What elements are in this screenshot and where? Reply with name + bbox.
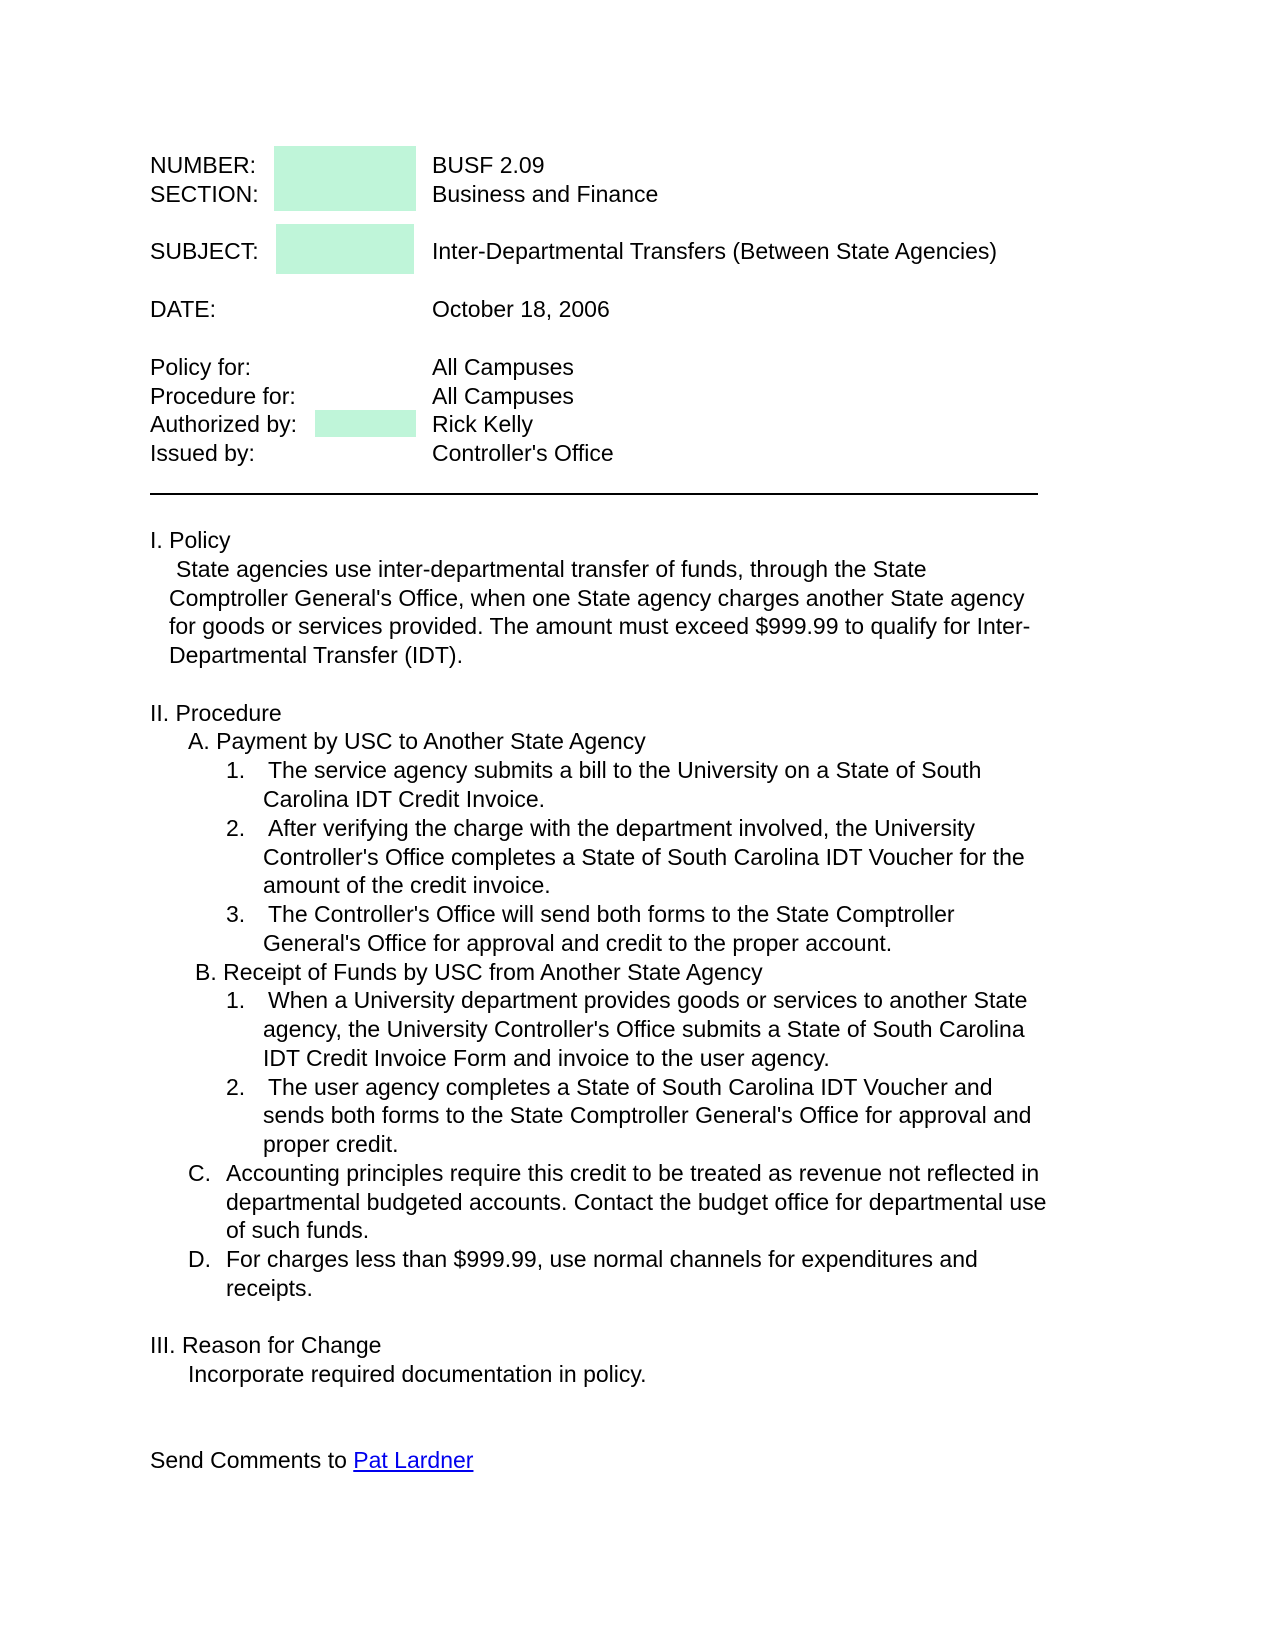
procedure-d-label: D. <box>188 1246 211 1272</box>
reason-text: Incorporate required documentation in policy. <box>188 1361 647 1387</box>
item-number: 2. <box>226 815 246 841</box>
header-divider <box>150 493 1038 495</box>
item-a2-line: After verifying the charge with the department involved, the University <box>268 815 975 841</box>
policy-line: State agencies use inter-departmental transfer of funds, through the State <box>176 556 927 582</box>
procedure-b-heading: B. Receipt of Funds by USC from Another State Agency <box>195 959 763 985</box>
issued-by-label: Issued by: <box>150 440 255 466</box>
item-a2-line: Controller's Office completes a State of South Carolina IDT Voucher for the <box>263 844 1025 870</box>
reason-heading: III. Reason for Change <box>150 1332 382 1358</box>
item-b2-line: proper credit. <box>263 1131 399 1157</box>
item-number: 2. <box>226 1074 246 1100</box>
item-number: 1. <box>226 757 246 783</box>
procedure-for-value: All Campuses <box>432 383 574 409</box>
procedure-d-line: For charges less than $999.99, use normal channels for expenditures and <box>226 1246 978 1272</box>
item-b1-line: When a University department provides goods or services to another State <box>268 987 1028 1013</box>
procedure-c-line: Accounting principles require this credit to be treated as revenue not reflected in <box>226 1160 1040 1186</box>
procedure-heading: II. Procedure <box>150 700 282 726</box>
item-number: 1. <box>226 987 246 1013</box>
item-a3-line: The Controller's Office will send both forms to the State Comptroller <box>268 901 955 927</box>
procedure-c-line: departmental budgeted accounts. Contact the budget office for departmental use <box>226 1189 1047 1215</box>
authorized-highlight <box>315 410 416 437</box>
item-number: 3. <box>226 901 246 927</box>
procedure-a-heading: A. Payment by USC to Another State Agency <box>188 728 646 754</box>
section-value: Business and Finance <box>432 181 659 207</box>
subject-highlight <box>276 224 414 274</box>
policy-heading: I. Policy <box>150 527 231 553</box>
policy-line: for goods or services provided. The amount must exceed $999.99 to qualify for Inter- <box>169 613 1031 639</box>
item-b1-line: agency, the University Controller's Office submits a State of South Carolina <box>263 1016 1025 1042</box>
item-a3-line: General's Office for approval and credit to the proper account. <box>263 930 893 956</box>
item-a2-line: amount of the credit invoice. <box>263 872 551 898</box>
procedure-c-line: of such funds. <box>226 1217 370 1243</box>
date-value: October 18, 2006 <box>432 296 610 322</box>
pat-lardner-link[interactable]: Pat Lardner <box>353 1447 474 1473</box>
date-label: DATE: <box>150 296 217 322</box>
item-b2-line: sends both forms to the State Comptroller General's Office for approval and <box>263 1102 1032 1128</box>
send-comments-prefix: Send Comments to <box>150 1447 354 1473</box>
number-label: NUMBER: <box>150 152 257 178</box>
procedure-c-label: C. <box>188 1160 211 1186</box>
issued-by-value: Controller's Office <box>432 440 614 466</box>
item-a1-line: The service agency submits a bill to the University on a State of South <box>268 757 982 783</box>
item-a1-line: Carolina IDT Credit Invoice. <box>263 786 546 812</box>
subject-value: Inter-Departmental Transfers (Between State Agencies) <box>432 238 998 264</box>
section-label: SECTION: <box>150 181 259 207</box>
item-b2-line: The user agency completes a State of South Carolina IDT Voucher and <box>268 1074 993 1100</box>
send-comments <box>150 1446 473 1474</box>
authorized-by-value: Rick Kelly <box>432 411 533 437</box>
item-b1-line: IDT Credit Invoice Form and invoice to the user agency. <box>263 1045 830 1071</box>
procedure-d-line: receipts. <box>226 1275 313 1301</box>
policy-line: Comptroller General's Office, when one State agency charges another State agency <box>169 585 1025 611</box>
number-value: BUSF 2.09 <box>432 152 545 178</box>
procedure-for-label: Procedure for: <box>150 383 296 409</box>
authorized-by-label: Authorized by: <box>150 411 298 437</box>
subject-label: SUBJECT: <box>150 238 259 264</box>
policy-for-label: Policy for: <box>150 354 251 380</box>
policy-line: Departmental Transfer (IDT). <box>169 642 463 668</box>
number-section-highlight <box>274 146 416 211</box>
policy-for-value: All Campuses <box>432 354 574 380</box>
